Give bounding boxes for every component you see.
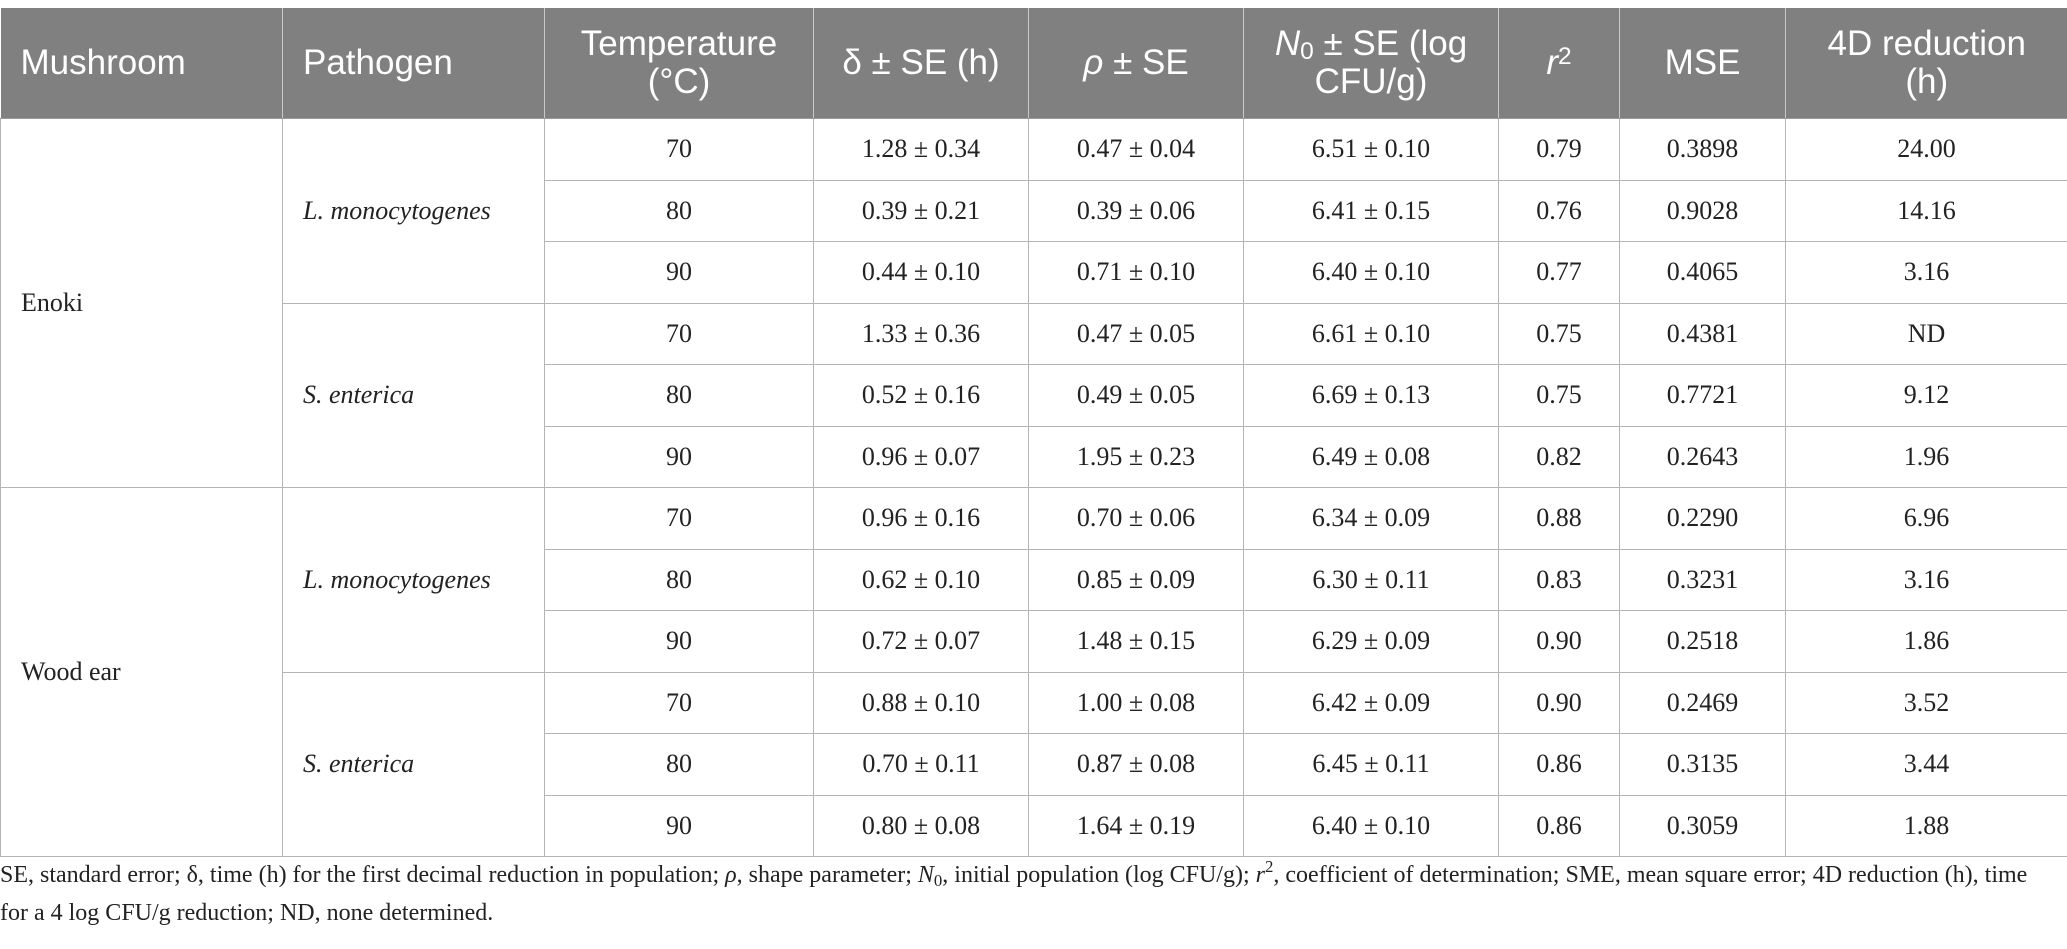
temperature-cell: 90 <box>545 426 814 488</box>
n0-cell: 6.29 ± 0.09 <box>1244 611 1499 673</box>
temperature-cell: 90 <box>545 611 814 673</box>
rho-cell: 0.85 ± 0.09 <box>1029 549 1244 611</box>
n0-cell: 6.42 ± 0.09 <box>1244 672 1499 734</box>
col-header-4d-reduction: 4D reduction (h) <box>1786 8 2067 119</box>
table-row <box>1 672 2067 734</box>
r2-cell: 0.90 <box>1499 672 1620 734</box>
delta-cell: 0.70 ± 0.11 <box>814 734 1029 796</box>
n0-cell: 6.51 ± 0.10 <box>1244 119 1499 181</box>
reduction-cell: 3.16 <box>1786 242 2067 304</box>
mse-cell: 0.3231 <box>1620 549 1786 611</box>
delta-cell: 0.39 ± 0.21 <box>814 180 1029 242</box>
mushroom-cell: Wood ear <box>1 488 283 857</box>
delta-cell: 0.96 ± 0.16 <box>814 488 1029 550</box>
r2-cell: 0.76 <box>1499 180 1620 242</box>
n0-cell: 6.41 ± 0.15 <box>1244 180 1499 242</box>
table-footnote: SE, standard error; δ, time (h) for the first decimal reduction in population; ρ, shape parameter; $N_0$, initial population (log CFU/g); $r^2$, coefficient of determination; SME, mean square error; 4D reduction (h), time for a 4 log CFU/g reduction; ND, none determined. <box>0 857 2028 926</box>
mse-cell: 0.3898 <box>1620 119 1786 181</box>
delta-cell: 0.62 ± 0.10 <box>814 549 1029 611</box>
mse-cell: 0.7721 <box>1620 365 1786 427</box>
r2-cell: 0.88 <box>1499 488 1620 550</box>
temperature-cell: 80 <box>545 734 814 796</box>
delta-cell: 1.28 ± 0.34 <box>814 119 1029 181</box>
table-body <box>1 119 2067 857</box>
n0-cell: 6.49 ± 0.08 <box>1244 426 1499 488</box>
n0-cell: 6.34 ± 0.09 <box>1244 488 1499 550</box>
reduction-cell: 3.16 <box>1786 549 2067 611</box>
col-header-delta: δ ± SE (h) <box>814 8 1029 119</box>
table-row <box>1 303 2067 365</box>
rho-cell: 0.39 ± 0.06 <box>1029 180 1244 242</box>
delta-cell: 0.80 ± 0.08 <box>814 795 1029 857</box>
n0-cell: 6.40 ± 0.10 <box>1244 795 1499 857</box>
r2-cell: 0.79 <box>1499 119 1620 181</box>
mse-cell: 0.4381 <box>1620 303 1786 365</box>
col-header-mushroom: Mushroom <box>1 8 283 119</box>
reduction-cell: 1.86 <box>1786 611 2067 673</box>
delta-cell: 0.96 ± 0.07 <box>814 426 1029 488</box>
pathogen-cell: L. monocytogenes <box>283 488 545 673</box>
col-header-temperature: Temperature (°C) <box>545 8 814 119</box>
n0-cell: 6.69 ± 0.13 <box>1244 365 1499 427</box>
r2-cell: 0.83 <box>1499 549 1620 611</box>
reduction-cell: 3.52 <box>1786 672 2067 734</box>
mse-cell: 0.2469 <box>1620 672 1786 734</box>
pathogen-cell: L. monocytogenes <box>283 119 545 304</box>
reduction-cell: 9.12 <box>1786 365 2067 427</box>
temperature-cell: 80 <box>545 365 814 427</box>
n0-cell: 6.40 ± 0.10 <box>1244 242 1499 304</box>
temperature-cell: 70 <box>545 303 814 365</box>
rho-cell: 0.47 ± 0.04 <box>1029 119 1244 181</box>
pathogen-cell: S. enterica <box>283 303 545 488</box>
r2-cell: 0.86 <box>1499 734 1620 796</box>
reduction-cell: 24.00 <box>1786 119 2067 181</box>
r2-cell: 0.75 <box>1499 303 1620 365</box>
reduction-cell: 1.88 <box>1786 795 2067 857</box>
results-table <box>0 8 2067 857</box>
mse-cell: 0.4065 <box>1620 242 1786 304</box>
reduction-cell: 6.96 <box>1786 488 2067 550</box>
reduction-cell: 3.44 <box>1786 734 2067 796</box>
rho-cell: 0.70 ± 0.06 <box>1029 488 1244 550</box>
reduction-cell: 14.16 <box>1786 180 2067 242</box>
table-row <box>1 119 2067 181</box>
temperature-cell: 80 <box>545 549 814 611</box>
delta-cell: 1.33 ± 0.36 <box>814 303 1029 365</box>
temperature-cell: 70 <box>545 119 814 181</box>
n0-cell: 6.30 ± 0.11 <box>1244 549 1499 611</box>
mse-cell: 0.2643 <box>1620 426 1786 488</box>
rho-cell: 1.64 ± 0.19 <box>1029 795 1244 857</box>
delta-cell: 0.44 ± 0.10 <box>814 242 1029 304</box>
r2-cell: 0.75 <box>1499 365 1620 427</box>
r2-cell: 0.82 <box>1499 426 1620 488</box>
pathogen-cell: S. enterica <box>283 672 545 857</box>
mushroom-cell: Enoki <box>1 119 283 488</box>
r2-cell: 0.90 <box>1499 611 1620 673</box>
table-row <box>1 488 2067 550</box>
rho-cell: 1.95 ± 0.23 <box>1029 426 1244 488</box>
mse-cell: 0.3059 <box>1620 795 1786 857</box>
reduction-cell: ND <box>1786 303 2067 365</box>
col-header-n0: $N_0$ ± SE (log CFU/g) <box>1244 8 1499 119</box>
delta-cell: 0.72 ± 0.07 <box>814 611 1029 673</box>
temperature-cell: 90 <box>545 795 814 857</box>
temperature-cell: 70 <box>545 488 814 550</box>
mse-cell: 0.2518 <box>1620 611 1786 673</box>
r2-cell: 0.77 <box>1499 242 1620 304</box>
n0-cell: 6.45 ± 0.11 <box>1244 734 1499 796</box>
r2-cell: 0.86 <box>1499 795 1620 857</box>
n0-cell: 6.61 ± 0.10 <box>1244 303 1499 365</box>
mse-cell: 0.2290 <box>1620 488 1786 550</box>
header-row <box>1 8 2067 119</box>
rho-cell: 1.48 ± 0.15 <box>1029 611 1244 673</box>
temperature-cell: 90 <box>545 242 814 304</box>
rho-cell: 1.00 ± 0.08 <box>1029 672 1244 734</box>
delta-cell: 0.52 ± 0.16 <box>814 365 1029 427</box>
rho-cell: 0.71 ± 0.10 <box>1029 242 1244 304</box>
reduction-cell: 1.96 <box>1786 426 2067 488</box>
temperature-cell: 70 <box>545 672 814 734</box>
rho-cell: 0.49 ± 0.05 <box>1029 365 1244 427</box>
mse-cell: 0.9028 <box>1620 180 1786 242</box>
col-header-mse: MSE <box>1620 8 1786 119</box>
rho-cell: 0.87 ± 0.08 <box>1029 734 1244 796</box>
col-header-r2: $r^2$ <box>1499 8 1620 119</box>
mse-cell: 0.3135 <box>1620 734 1786 796</box>
temperature-cell: 80 <box>545 180 814 242</box>
rho-cell: 0.47 ± 0.05 <box>1029 303 1244 365</box>
col-header-rho: ρ ± SE <box>1029 8 1244 119</box>
delta-cell: 0.88 ± 0.10 <box>814 672 1029 734</box>
col-header-pathogen: Pathogen <box>283 8 545 119</box>
